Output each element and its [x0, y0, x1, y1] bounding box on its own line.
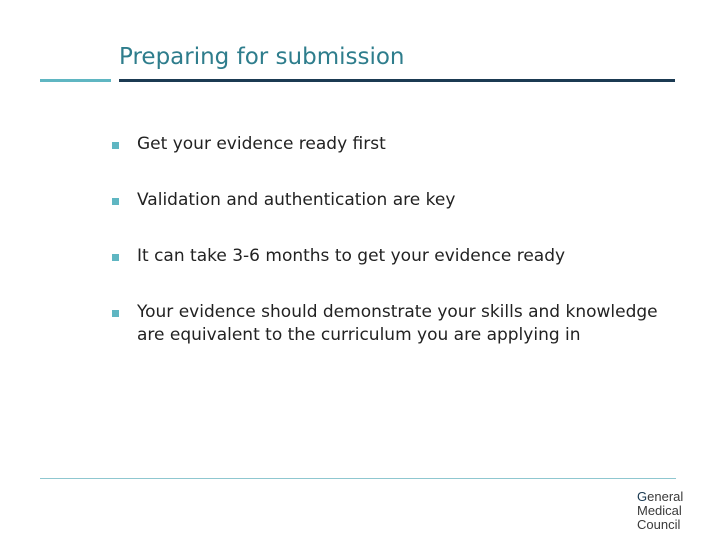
logo-line-medical: Medical — [637, 503, 682, 518]
bullet-marker-icon — [112, 254, 119, 261]
footer-rule — [40, 478, 676, 479]
bullet-text: Your evidence should demonstrate your skills and knowledge are equivalent to the curriculum you are applying in — [137, 302, 658, 345]
title-rule-accent — [40, 79, 111, 82]
gmc-logo — [637, 490, 683, 532]
slide-title: Preparing for submission — [119, 44, 405, 70]
bullet-text: It can take 3-6 months to get your evidence ready — [137, 246, 566, 266]
bullet-text: Get your evidence ready first — [137, 134, 386, 154]
bullet-item — [112, 301, 687, 347]
bullet-list — [112, 133, 687, 380]
logo-line-general: General — [637, 489, 684, 504]
logo-line-council: Council — [637, 517, 681, 532]
bullet-marker-icon — [112, 142, 119, 149]
bullet-marker-icon — [112, 198, 119, 205]
bullet-text: Validation and authentication are key — [137, 190, 456, 210]
bullet-item — [112, 133, 687, 156]
bullet-item — [112, 245, 687, 268]
title-rule — [119, 79, 675, 82]
bullet-item — [112, 189, 687, 212]
bullet-marker-icon — [112, 310, 119, 317]
